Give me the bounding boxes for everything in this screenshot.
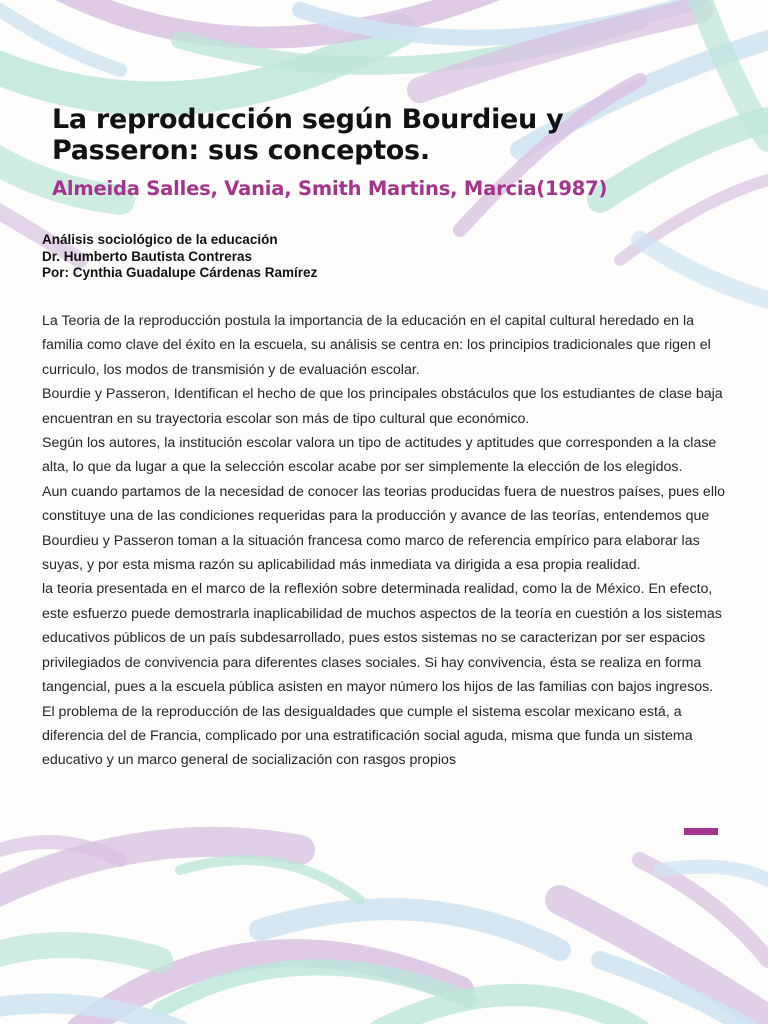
- paragraph: la teoria presentada en el marco de la reflexión sobre determinada realidad, como la de México. En efecto, este esfuerzo puede demostrarla inaplicabilidad de muchos aspectos de la teoría en cuestión a los sistemas educativos públicos de un país subdesarrollado, pues estos sistemas no se caracterizan por ser espacios privilegiados de convivencia para diferentes clases sociales. Si hay convivencia, ésta se realiza en forma tangencial, pues a la escuela pública asisten en mayor número los hijos de las familias con bajos ingresos.: [42, 581, 722, 696]
- paragraph: El problema de la reproducción de las desigualdades que cumple el sistema escolar mexicano está, a diferencia del de Francia, complicado por una estratificación social aguda, misma que funda un sistema educativo y un marco general de socialización con rasgos propios: [42, 703, 693, 769]
- accent-bar: [684, 828, 718, 835]
- paragraph: Bourdie y Passeron, Identifican el hecho de que los principales obstáculos que los estudiantes de clase baja encuentran en su trayectoria escolar son más de tipo cultural que económico.: [42, 386, 723, 427]
- professor-name: Dr. Humberto Bautista Contreras: [42, 248, 253, 264]
- course-name: Análisis sociológico de la educación: [42, 232, 278, 247]
- document-title: La reproducción según Bourdieu y Passeron: sus conceptos.: [52, 104, 564, 166]
- document-body: [42, 309, 726, 773]
- document-meta: [42, 232, 642, 282]
- paragraph: Aun cuando partamos de la necesidad de conocer las teorias producidas fuera de nuestros países, pues ello constituye una de las condiciones requeridas para la producción y avance de las teorías, entendemos que Bourdieu y Passeron toman a la situación francesa como marco de referencia empírico para elaborar las suyas, y por esta misma razón su aplicabilidad más inmediata va dirigida a esa propia realidad.: [42, 483, 726, 574]
- paragraph: Según los autores, la institución escolar valora un tipo de actitudes y aptitudes que corresponden a la clase alta, lo que da lugar a que la selección escolar acabe por ser simplemente la elección de los elegidos.: [42, 435, 717, 476]
- author-name: Por: Cynthia Guadalupe Cárdenas Ramírez: [42, 265, 318, 280]
- document-subtitle: Almeida Salles, Vania, Smith Martins, Marcia(1987): [52, 177, 608, 200]
- paragraph: La Teoria de la reproducción postula la importancia de la educación en el capital cultural heredado en la familia como clave del éxito en la escuela, su análisis se centra en: los principios tradicionales que rigen el curriculo, los modos de transmisión y de evaluación escolar.: [42, 313, 711, 378]
